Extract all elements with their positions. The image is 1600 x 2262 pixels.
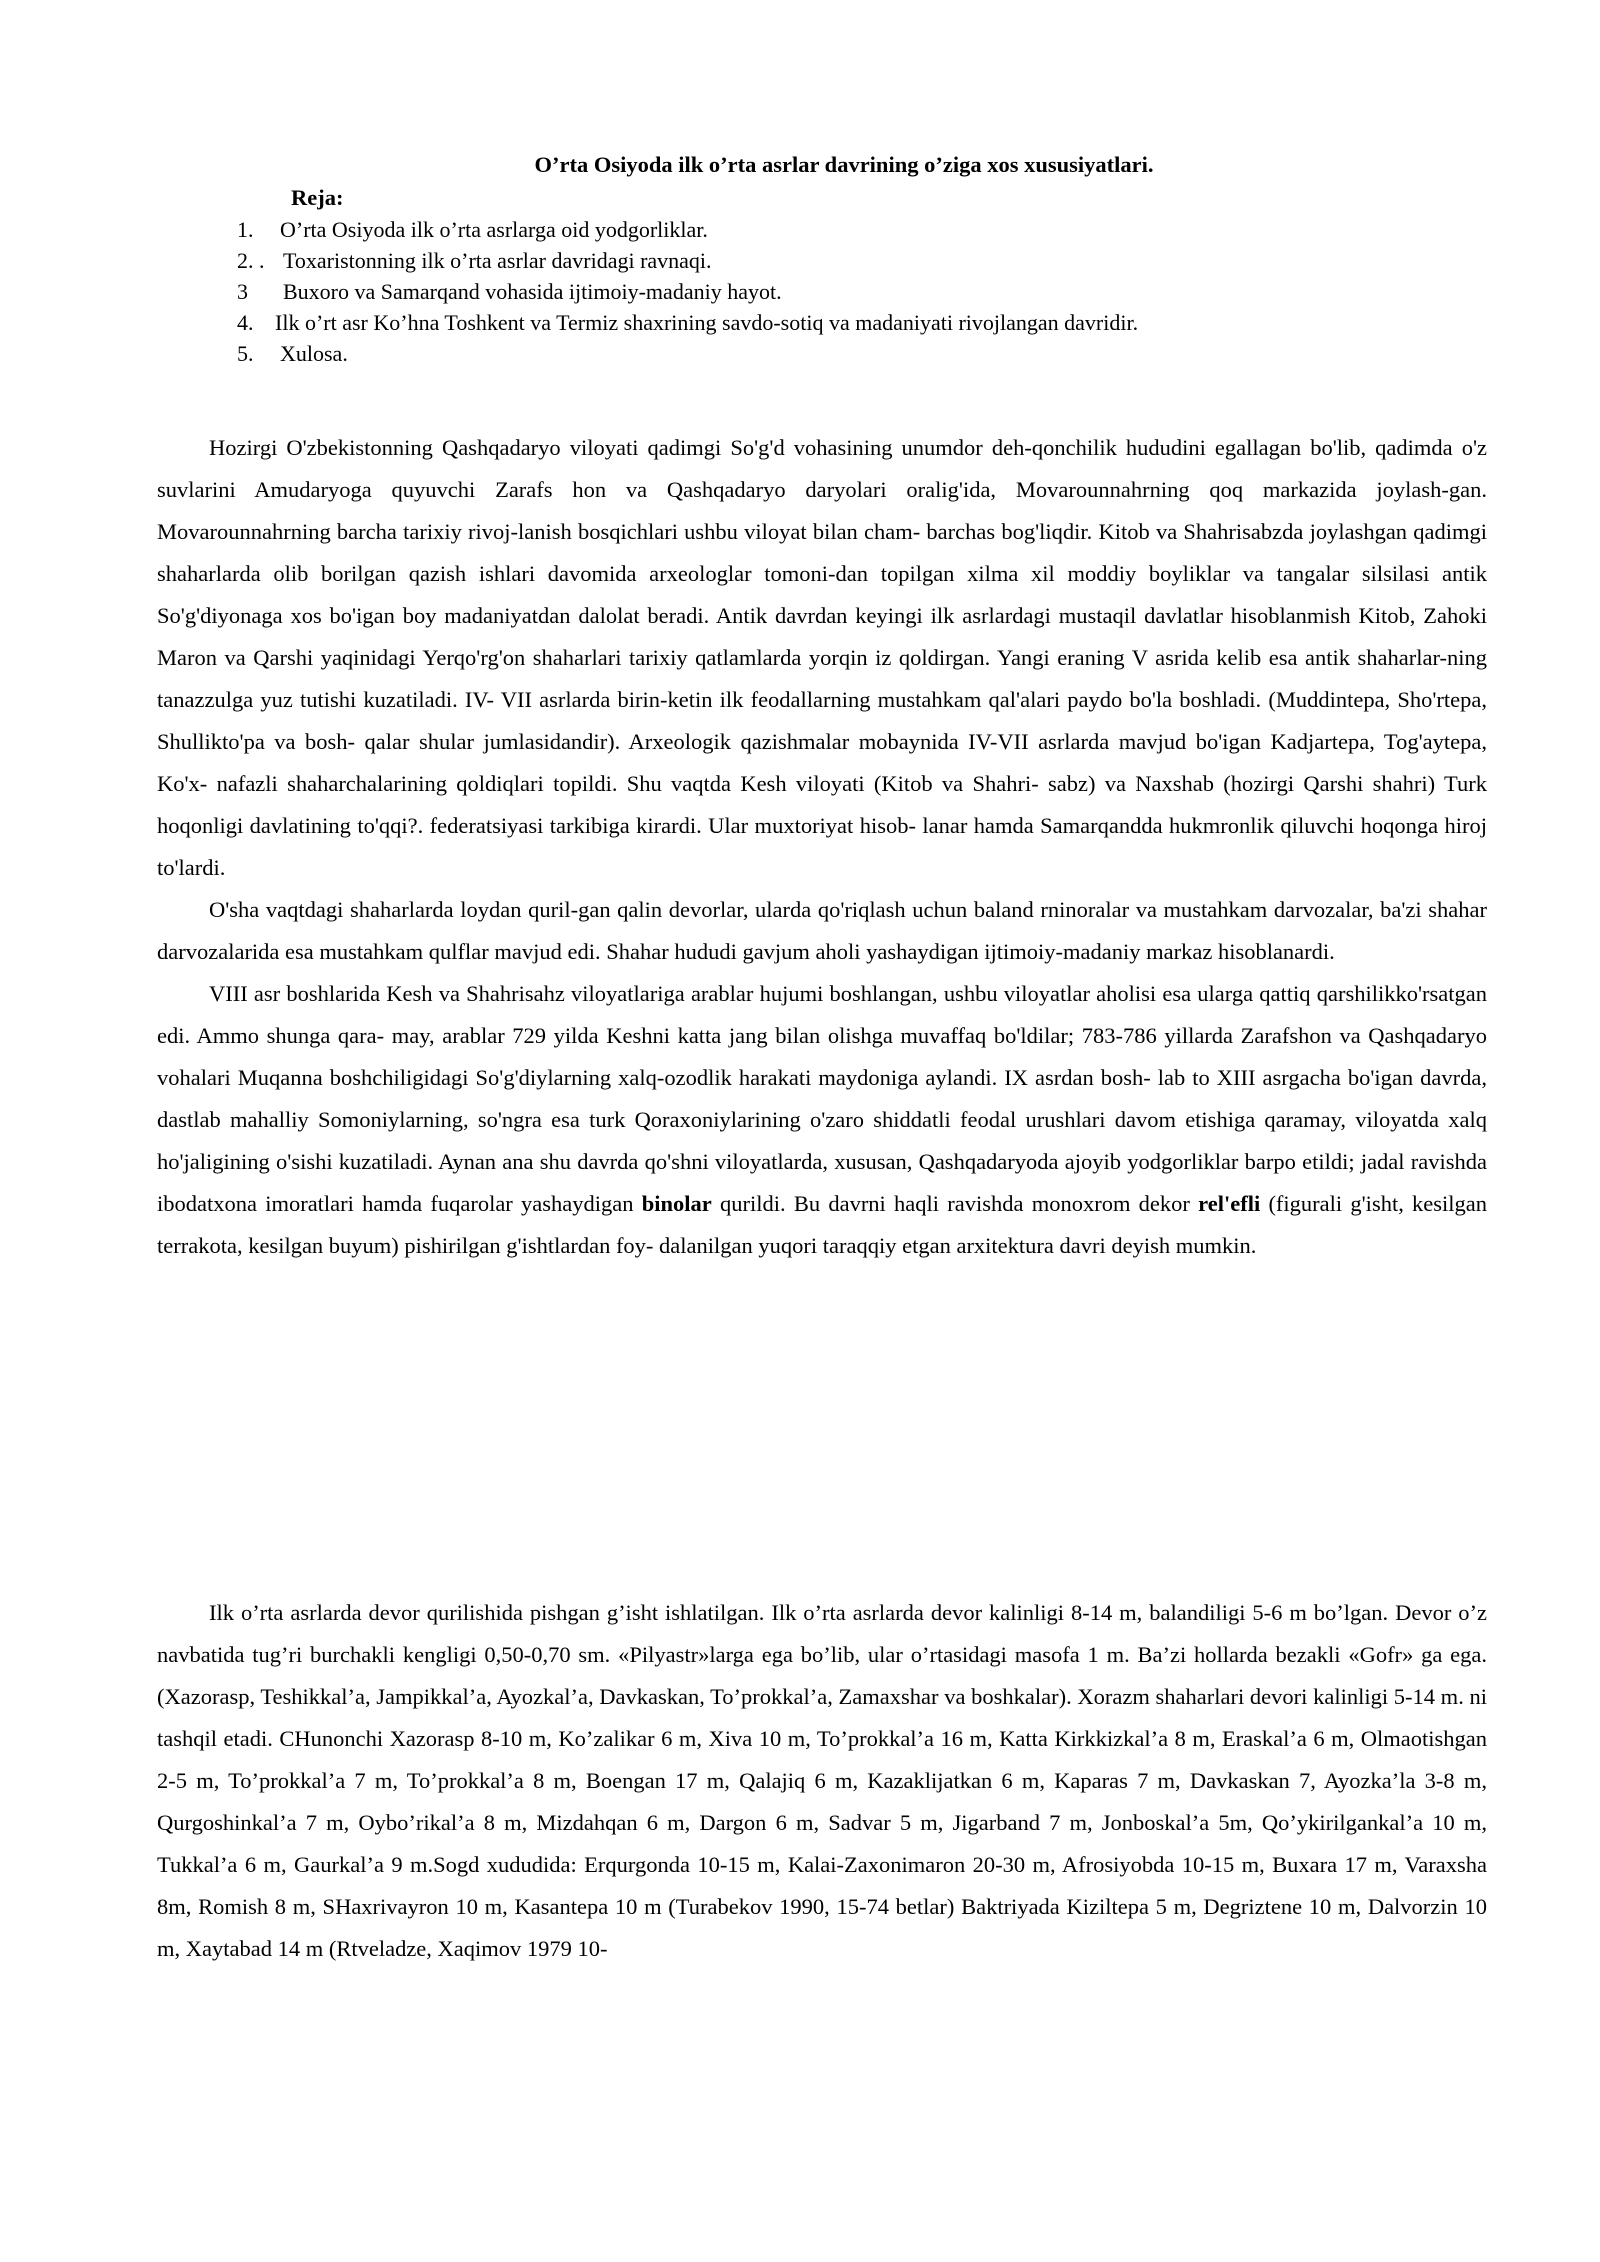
plan-list [237,214,1138,369]
walls-text-block [157,1592,1487,1970]
plan-item-number: 2. . [237,248,265,273]
plan-item [237,307,1138,338]
plan-item-text: Toxaristonning ilk o’rta asrlar davridagi ravnaqi. [283,248,712,273]
plan-heading: Reja: [291,185,344,210]
plan-item-number: 4. [237,310,254,335]
bold-term-binolar: binolar [641,1191,712,1216]
plan-item-text: Ilk o’rt asr Ko’hna Toshkent va Termiz shaxrining savdo-sotiq va madaniyati rivojlangan davridir. [275,310,1139,335]
paragraph-shaharlar: O'sha vaqtdagi shaharlarda loydan quril-gan qalin devorlar, ularda qo'riqlash uchun baland rninoralar va mustahkam darvozalar, ba'zi shahar darvozalarida esa mustahkam qulflar mavjud edi. Shahar hududi gavjum aholi yashaydigan ijtimoiy-madaniy markaz hisoblanardi. [157,897,1487,964]
plan-item [237,338,1138,369]
plan-item-number: 1. [237,217,254,242]
plan-item [237,214,1138,245]
plan-item-number: 5. [237,341,254,366]
paragraph-devor: Ilk o’rta asrlarda devor qurilishida pishgan g’isht ishlatilgan. Ilk o’rta asrlarda devor kalinligi 8-14 m, balandiligi 5-6 m bo’lgan. Devor o’z navbatida tug’ri burchakli kengligi 0,50-0,70 sm. «Pilyastr»larga ega bo’lib, ular o’rtasidagi masofa 1 m. Ba’zi hollarda bezakli «Gofr» ga ega. (Xazorasp, Teshikkal’a, Jampikkal’a, Ayozkal’a, Davkaskan, To’prokkal’a, Zamaxshar va boshkalar). Xorazm shaharlari devori kalinligi 5-14 m. ni tashqil etadi. CHunonchi Xazorasp 8-10 m, Ko’zalikar 6 m, Xiva 10 m, To’prokkal’a 16 m, Katta Kirkkizkal’a 8 m, Eraskal’a 6 m, Olmaotishgan 2-5 m, To’prokkal’a 7 m, To’prokkal’a 8 m, Boengan 17 m, Qalajiq 6 m, Kazaklijatkan 6 m, Kaparas 7 m, Davkaskan 7, Ayozka’la 3-8 m, Qurgoshinkal’a 7 m, Oybo’rikal’a 8 m, Mizdahqan 6 m, Dargon 6 m, Sadvar 5 m, Jigarband 7 m, Jonboskal’a 5m, Qo’ykirilgankal’a 10 m, Tukkal’a 6 m, Gaurkal’a 9 m.Sogd xududida: Erqurgonda 10-15 m, Kalai-Zaxonimaron 20-30 m, Afrosiyobda 10-15 m, Buxara 17 m, Varaxsha 8m, Romish 8 m, SHaxrivayron 10 m, Kasantepa 10 m (Turabekov 1990, 15-74 betlar) Baktriyada Kiziltepa 5 m, Degriztene 10 m, Dalvorzin 10 m, Xaytabad 14 m (Rtveladze, Xaqimov 1979 10- [157,1600,1487,1961]
plan-item-text: O’rta Osiyoda ilk o’rta asrlarga oid yodgorliklar. [280,217,708,242]
document-title: O’rta Osiyoda ilk o’rta asrlar davrining o’ziga xos xususiyatlari. [534,152,1154,177]
plan-item-text: Buxoro va Samarqand vohasida ijtimoiy-madaniy hayot. [283,279,782,304]
plan-item-number: 3 [237,279,248,304]
plan-item [237,245,1138,276]
paragraph-text: (figurali g'isht, kesilgan terrakota, kesilgan buyum) pishirilgan g'ishtlardan foy- dalanilgan yuqori taraqqiy etgan arxitektura davri deyish mumkin. [157,1191,1488,1258]
paragraph-text: VIII asr boshlarida Kesh va Shahrisahz viloyatlariga arablar hujumi boshlangan, ushbu viloyatlar aholisi esa ularga qattiq qarshilikko'rsatgan edi. Ammo shunga qara- may, arablar 729 yilda Keshni katta jang bilan olishga muvaffaq bo'ldilar; 783-786 yillarda Zarafshon va Qashqadaryo vohalari Muqanna boshchiligidagi So'g'diylarning xalq-ozodlik harakati maydoniga aylandi. IX asrdan bosh- lab to XIII asrgacha bo'igan davrda, dastlab mahalliy Somoniylarning, so'ngra esa turk Qoraxoniylarining o'zaro shiddatli feodal urushlari davom etishiga qaramay, viloyatda xalq ho'jaligining o'sishi kuzatiladi. Aynan ana shu davrda qo'shni viloyatlarda, xususan, Qashqadaryoda ajoyib yodgorliklar barpo etildi; jadal ravishda ibodatxona imoratlari hamda fuqarolar yashaydigan [157,981,1487,1216]
paragraph-qashqadaryo: Hozirgi O'zbekistonning Qashqadaryo viloyati qadimgi So'g'd vohasining unumdor deh-qonchilik hududini egallagan bo'lib, qadimda o'z suvlarini Amudaryoga quyuvchi Zarafs hon va Qashqadaryo daryolari oralig'ida, Movarounnahrning qoq markazida joylash-gan. Movarounnahrning barcha tarixiy rivoj-lanish bosqichlari ushbu viloyat bilan cham- barchas bog'liqdir. Kitob va Shahrisabzda joylashgan qadimgi shaharlarda olib borilgan qazish ishlari davomida arxeologlar tomoni-dan topilgan xilma xil moddiy boyliklar va tangalar silsilasi antik So'g'diyonaga xos bo'igan boy madaniyatdan dalolat beradi. Antik davrdan keyingi ilk asrlardagi mustaqil davlatlar hisoblanmish Kitob, Zahoki Maron va Qarshi yaqinidagi Yerqo'rg'on shaharlari tarixiy qatlamlarda yorqin iz qoldirgan. Yangi eraning V asrida kelib esa antik shaharlar-ning tanazzulga yuz tutishi kuzatiladi. IV- VII asrlarda birin-ketin ilk feodallarning mustahkam qal'alari paydo bo'la boshladi. (Muddintepa, Sho'rtepa, Shullikto'pa va bosh- qalar shular jumlasidandir). Arxeologik qazishmalar mobaynida IV-VII asrlarda mavjud bo'igan Kadjartepa, Tog'aytepa, Ko'x- nafazli shaharchalarining qoldiqlari topildi. Shu vaqtda Kesh viloyati (Kitob va Shahri- sabz) va Naxshab (hozirgi Qarshi shahri) Turk hoqonligi davlatining to'qqi?. federatsiyasi tarkibiga kirardi. Ular muxtoriyat hisob- lanar hamda Samarqandda hukmronlik qiluvchi hoqonga hiroj to'lardi. [157,435,1487,880]
main-text-block [157,427,1487,1267]
plan-item-text: Xulosa. [280,341,348,366]
bold-term-relefli: rel'efli [1198,1191,1261,1216]
paragraph-text: qurildi. Bu davrni haqli ravishda monoxrom dekor [720,1191,1190,1216]
paragraph-arablar [157,973,1487,1267]
plan-item [237,276,1138,307]
